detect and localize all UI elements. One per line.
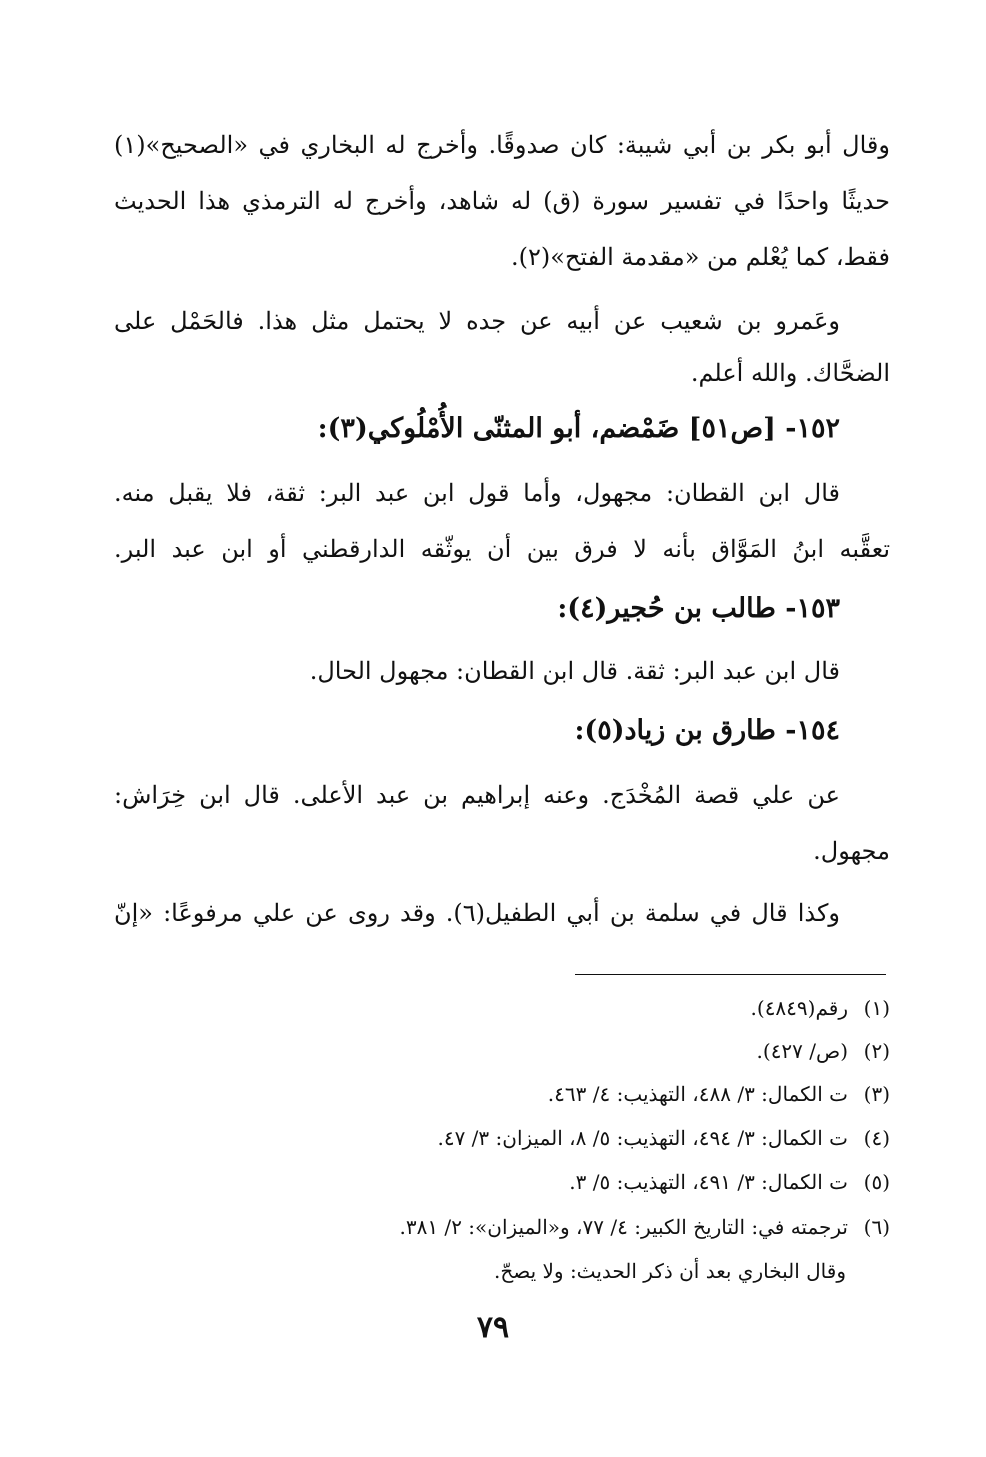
- footnote: [437, 1124, 890, 1152]
- entry-heading: ١٥٣- طالب بن حُجير(٤):: [557, 593, 840, 624]
- footnote-number: (٣): [863, 1082, 890, 1106]
- body-line: قال ابن عبد البر: ثقة. قال ابن القطان: مجهول الحال.: [309, 657, 840, 685]
- body-line: تعقَّبه ابنُ المَوَّاق بأنه لا فرق بين أن يوثّقه الدارقطني أو ابن عبد البر.: [114, 535, 890, 563]
- entry-heading: ١٥٢- [ص٥١] ضَمْضم، أبو المثنّى الأُمْلُوكي(٣):: [317, 413, 840, 444]
- footnote-text: ترجمته في: التاريخ الكبير: ٤/ ٧٧، و«الميزان»: ٢/ ٣٨١.: [399, 1215, 848, 1239]
- footnote-text: ت الكمال: ٣/ ٤٩١، التهذيب: ٥/ ٣.: [569, 1170, 848, 1194]
- footnote-number: (٥): [863, 1170, 890, 1194]
- page-number: ٧٩: [476, 1310, 510, 1345]
- footnote: [548, 1080, 890, 1108]
- body-line: فقط، كما يُعْلم من «مقدمة الفتح»(٢).: [511, 243, 890, 271]
- footnote-text: رقم(٤٨٤٩).: [750, 996, 848, 1020]
- body-line: عن علي قصة المُخْدَج. وعنه إبراهيم بن عبد الأعلى. قال ابن خِرَاش:: [114, 781, 840, 809]
- footnote-continuation: وقال البخاري بعد أن ذكر الحديث: ولا يصحّ.: [493, 1259, 846, 1283]
- body-line: مجهول.: [813, 837, 890, 865]
- footnote-number: (٤): [863, 1126, 890, 1150]
- body-line: الضحَّاك. والله أعلم.: [690, 359, 890, 387]
- body-line: وعَمرو بن شعيب عن أبيه عن جده لا يحتمل مثل هذا. فالحَمْل على: [114, 307, 840, 335]
- footnote: [757, 1037, 890, 1065]
- body-line: وقال أبو بكر بن أبي شيبة: كان صدوقًا. وأخرج له البخاري في «الصحيح»(١): [114, 131, 890, 159]
- footnote-separator: [575, 974, 886, 975]
- footnote: [569, 1168, 890, 1196]
- body-line: قال ابن القطان: مجهول، وأما قول ابن عبد البر: ثقة، فلا يقبل منه.: [114, 479, 840, 507]
- footnote-text: (ص/ ٤٢٧).: [756, 1039, 848, 1063]
- footnote-number: (١): [863, 996, 890, 1020]
- footnote-number: (٦): [863, 1215, 890, 1239]
- footnote: [751, 994, 890, 1022]
- footnote-number: (٢): [863, 1039, 890, 1063]
- entry-heading: ١٥٤- طارق بن زياد(٥):: [574, 715, 840, 746]
- body-line: وكذا قال في سلمة بن أبي الطفيل(٦). وقد روى عن علي مرفوعًا: «إنّ: [114, 899, 840, 927]
- footnote-text: ت الكمال: ٣/ ٤٨٨، التهذيب: ٤/ ٤٦٣.: [547, 1082, 848, 1106]
- body-line: حديثًا واحدًا في تفسير سورة (ق) له شاهد، وأخرج له الترمذي هذا الحديث: [114, 187, 890, 215]
- footnote: [399, 1213, 890, 1241]
- footnote-text: ت الكمال: ٣/ ٤٩٤، التهذيب: ٥/ ٨، الميزان: ٣/ ٤٧.: [437, 1126, 848, 1150]
